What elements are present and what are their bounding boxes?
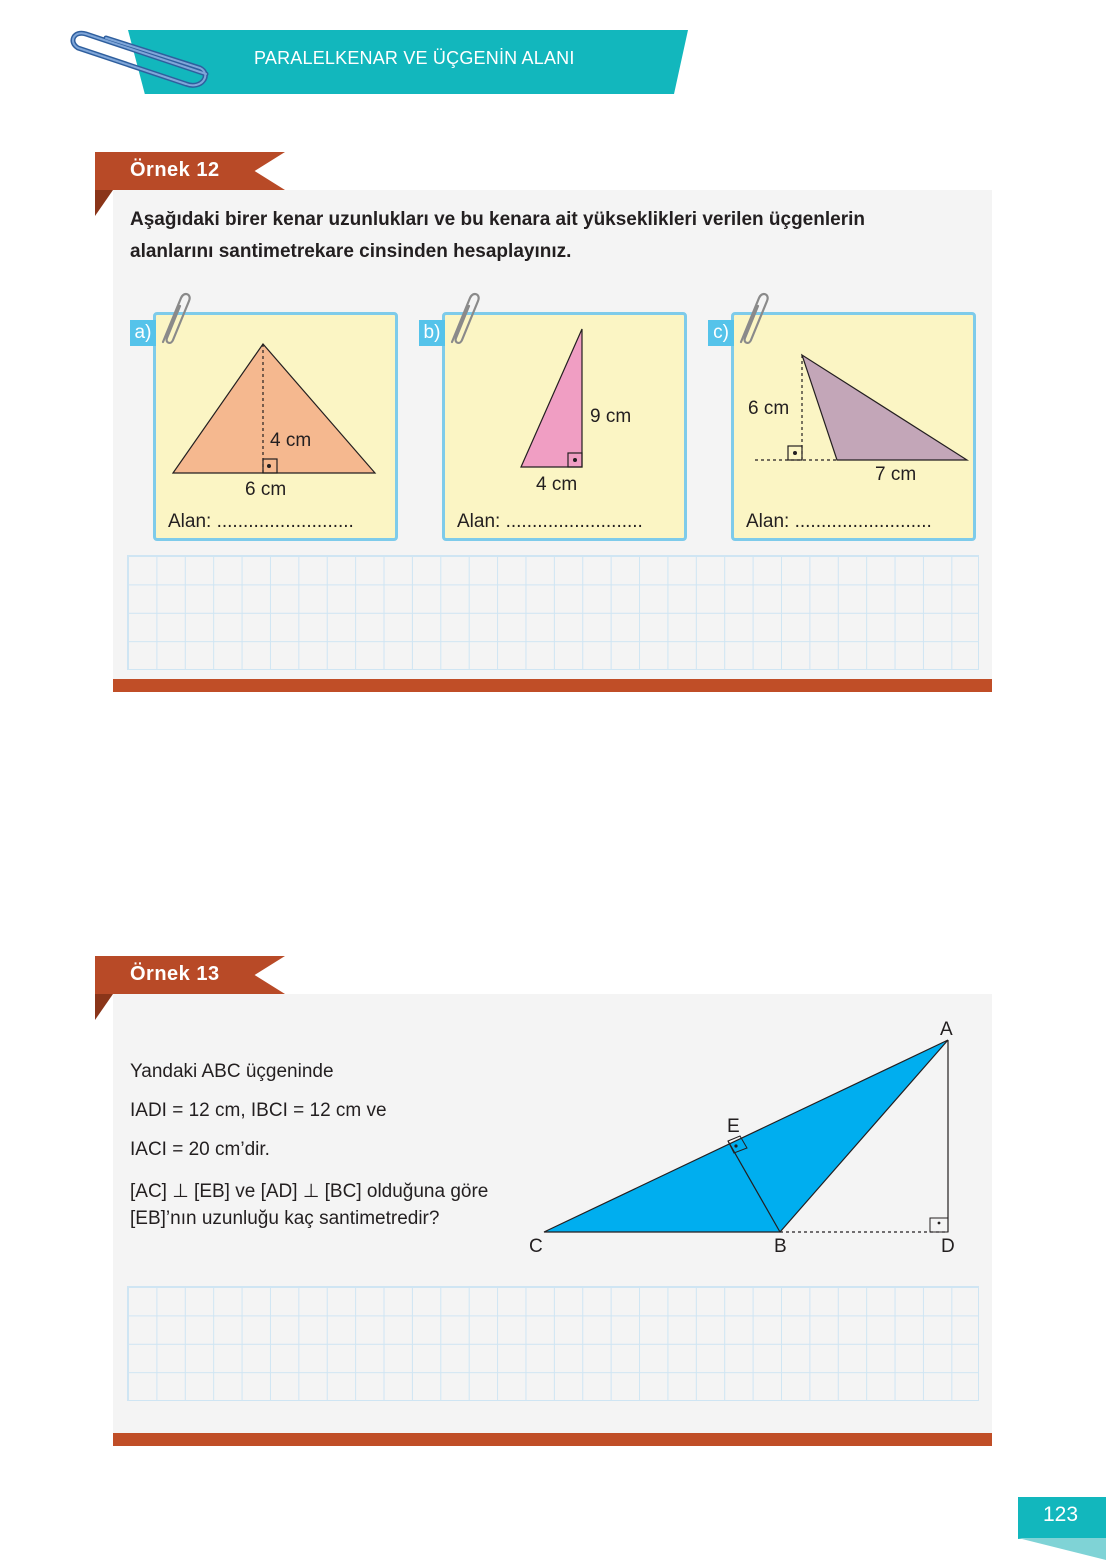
example13-line1: Yandaki ABC üçgeninde [130,1061,334,1082]
page-number: 123 [1043,1503,1079,1526]
triangle-b-figure [442,312,687,541]
triangle-abc-figure [520,1010,980,1270]
example12-label: Örnek 12 [130,159,220,181]
card-c-area-label: Alan: .......................... [746,511,932,532]
point-b-label: B [774,1236,787,1257]
page-number-tab [1018,1538,1106,1560]
example13-line3: IACI = 20 cm’dir. [130,1139,270,1160]
example13-label: Örnek 13 [130,963,220,985]
card-c-letter: c) [708,320,734,346]
card-a-base-label: 6 cm [245,479,287,500]
card-b-base-label: 4 cm [536,474,578,495]
tab-fold [95,994,113,1020]
chapter-title: PARALELKENAR VE ÜÇGENİN ALANI [254,48,575,68]
point-a-label: A [940,1019,953,1040]
tab-fold [95,190,113,216]
card-a-letter: a) [130,320,156,346]
card-a-area-label: Alan: .......................... [168,511,354,532]
answer-grid-12[interactable] [127,555,979,670]
example13-line4: [AC] ⊥ [EB] ve [AD] ⊥ [BC] olduğuna göre [130,1181,489,1202]
example13-line5: [EB]’nın uzunluğu kaç santimetredir? [130,1208,440,1229]
card-b-letter: b) [419,320,445,346]
triangle-a-figure [153,312,398,541]
point-c-label: C [529,1236,543,1257]
example12-underline [113,679,992,692]
example13-line2: IADI = 12 cm, IBCI = 12 cm ve [130,1100,387,1121]
example13-underline [113,1433,992,1446]
example12-question-line1: Aşağıdaki birer kenar uzunlukları ve bu kenara ait yükseklikleri verilen üçgenlerin [130,209,865,230]
card-c-base-label: 7 cm [875,464,917,485]
example12-question-line2: alanlarını santimetrekare cinsinden hesaplayınız. [130,241,572,262]
point-e-label: E [727,1116,740,1137]
right-angle-icon [930,1218,948,1232]
card-a-height-label: 4 cm [270,430,312,451]
answer-grid-13[interactable] [127,1286,979,1401]
point-d-label: D [941,1236,955,1257]
card-b-area-label: Alan: .......................... [457,511,643,532]
triangle-c-figure [731,312,976,541]
card-b-height-label: 9 cm [590,406,632,427]
card-c-height-label: 6 cm [748,398,790,419]
paperclip-icon [66,22,216,92]
